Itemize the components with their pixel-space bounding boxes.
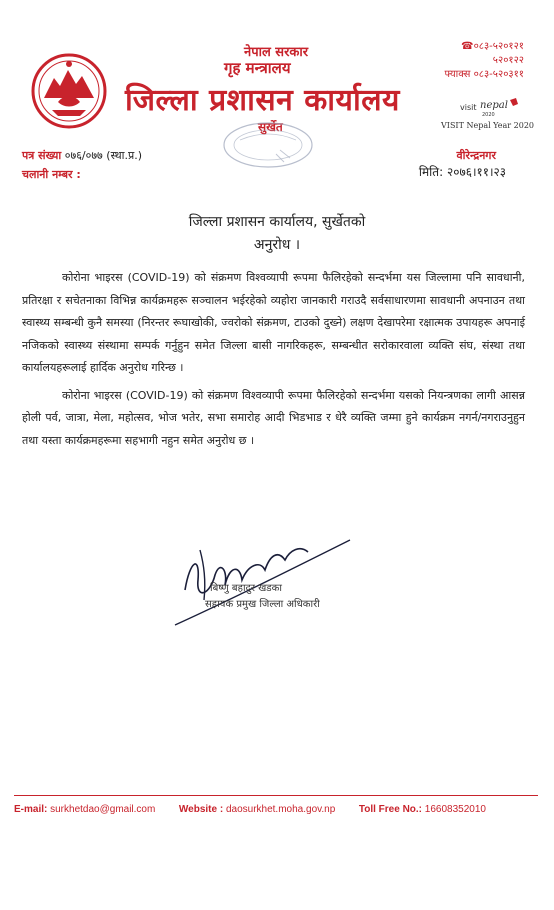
email-label: E-mail: bbox=[14, 804, 48, 815]
body-paragraph-2: कोरोना भाइरस (COVID-19) को संक्रमण विश्वव्यापी रूपमा फैलिरहेको सन्दर्भमा यसको नियन्त्रणका लागी आसन्न होली पर्व, जात्रा, मेला, महोत्सव, भोज भतेर, सभा समारोह आदी भिडभाड र धेरै व्यक्ति जम्मा हुने कार्यक्रम नगर्न/नगराउनुहुन तथा यस्ता कार्यक्रमहरूमा सहभागी नहुन समेत अनुरोध छ । bbox=[22, 388, 525, 447]
phone-number: ☎०८३-५२०१२१ bbox=[461, 41, 524, 52]
signatory-name: बिष्णु बहादुर खडका bbox=[210, 583, 282, 594]
email-link[interactable]: surkhetdao@gmail.com bbox=[50, 804, 156, 815]
office-seal-stamp-icon bbox=[220, 118, 316, 172]
signatory-title: सहायक प्रमुख जिल्ला अधिकारी bbox=[205, 599, 320, 610]
notice-subtitle: अनुरोध । bbox=[253, 237, 301, 253]
phone-number-2: ५२०१२२ bbox=[492, 55, 524, 66]
contact-block bbox=[444, 40, 524, 82]
svg-text:2020: 2020 bbox=[482, 112, 495, 118]
toll-free-number: 16608352010 bbox=[424, 804, 486, 815]
office-name: जिल्ला प्रशासन कार्यालय bbox=[125, 83, 400, 118]
notice-body bbox=[22, 267, 525, 457]
fax-number: फ्याक्स ०८३-५२०३११ bbox=[444, 69, 524, 80]
letter-reference-number bbox=[22, 148, 142, 163]
footer-contact bbox=[14, 804, 540, 815]
visit-nepal-logo-icon bbox=[458, 96, 520, 118]
dispatch-number-label: चलानी नम्बर : bbox=[22, 168, 81, 181]
notice-title: जिल्ला प्रशासन कार्यालय, सुर्खेतको bbox=[188, 214, 366, 230]
footer-divider bbox=[14, 795, 538, 796]
svg-text:visit: visit bbox=[460, 103, 477, 112]
visit-nepal-caption: VISIT Nepal Year 2020 bbox=[441, 121, 534, 130]
nepal-emblem-icon bbox=[30, 52, 108, 130]
district-name: सुर्खेत bbox=[258, 120, 283, 134]
letter-place: वीरेन्द्रनगर bbox=[456, 149, 496, 162]
ministry-name: गृह मन्त्रालय bbox=[224, 59, 291, 77]
government-name: नेपाल सरकार bbox=[244, 45, 309, 60]
reference-value: ०७६/०७७ (स्था.प्र.) bbox=[64, 149, 143, 162]
body-paragraph-1: कोरोना भाइरस (COVID-19) को संक्रमण विश्वव्यापी रूपमा फैलिरहेको सन्दर्भमा यस जिल्लामा पनि सावधानी, प्रतिरक्षा र सचेतनाका विभिन्न कार्यक्रमहरू सञ्चालन भईरहेको व्यहोरा जानकारी गराउदै सर्वसाधारणमा सावधानी अपनाउन तथा स्वास्थ्य सम्बन्धी कुनै समस्या (निरन्तर रूघाखोकी, ज्वरोको संक्रमण, टाउको दुख्ने) लक्षण देखापरेमा रक्षात्मक उपायहरू अपनाई नजिकको स्वास्थ्य संस्थामा सम्पर्क गर्नुहुन समेत जिल्ला बासी नागरिकहरू, सम्बन्धीत सरोकारवाला व्यक्ति संघ, संस्था तथा कार्यालयहरूलाई हार्दिक अनुरोध गरिन्छ । bbox=[22, 271, 525, 374]
letter-date: मिति: २०७६।११।२३ bbox=[418, 165, 506, 179]
toll-free-label: Toll Free No.: bbox=[358, 804, 423, 815]
website-label: Website : bbox=[178, 804, 224, 815]
reference-label: पत्र संख्या bbox=[22, 149, 62, 162]
svg-text:nepal: nepal bbox=[480, 100, 508, 111]
website-link[interactable]: daosurkhet.moha.gov.np bbox=[225, 804, 336, 815]
